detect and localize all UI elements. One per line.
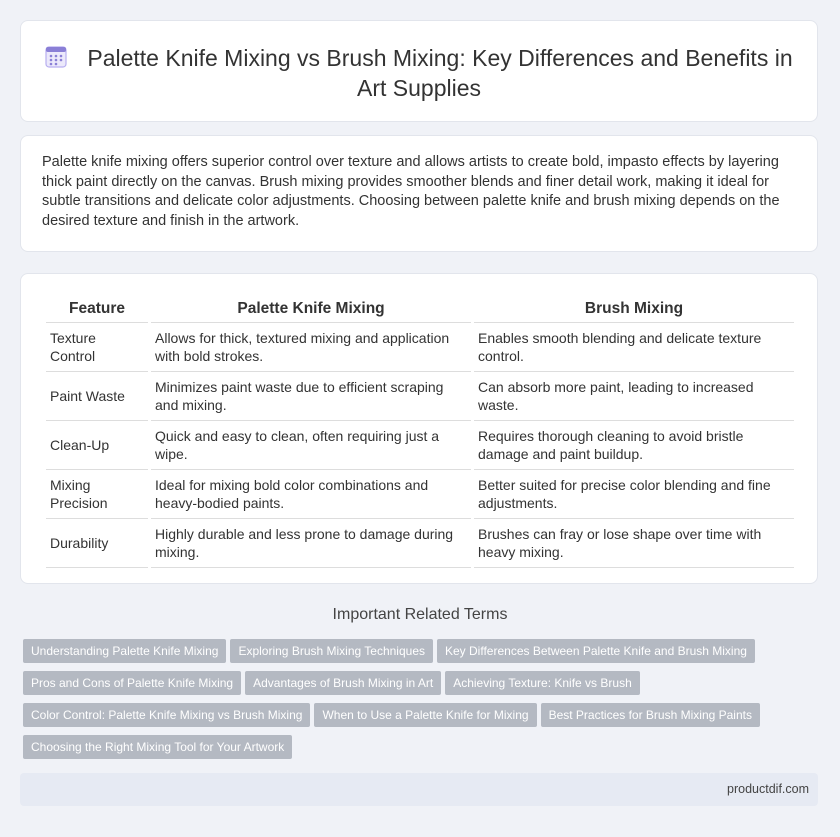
comparison-card	[20, 273, 818, 584]
table-header-row	[46, 292, 794, 323]
feature-cell: Texture Control	[46, 323, 148, 372]
related-term-link[interactable]: Advantages of Brush Mixing in Art	[245, 671, 441, 695]
tag-row	[23, 735, 823, 767]
header-palette-knife: Palette Knife Mixing	[151, 292, 471, 323]
feature-cell: Clean-Up	[46, 421, 148, 470]
brush-cell: Requires thorough cleaning to avoid bristle damage and paint buildup.	[474, 421, 794, 470]
brush-cell: Better suited for precise color blending and fine adjustments.	[474, 470, 794, 519]
related-terms-list	[23, 639, 823, 767]
table-row	[46, 372, 794, 421]
intro-text: Palette knife mixing offers superior control over texture and allows artists to create bold, impasto effects by layering thick paint directly on the canvas. Brush mixing provides smoother blends and finer detail work, making it ideal for subtle transitions and delicate color adjustments. Choosing between palette knife and brush mixing depends on the desired texture and finish in the artwork.	[42, 154, 780, 229]
related-term-link[interactable]: When to Use a Palette Knife for Mixing	[314, 703, 536, 727]
related-terms-title: Important Related Terms	[332, 606, 508, 623]
related-term-link[interactable]: Exploring Brush Mixing Techniques	[230, 639, 433, 663]
palette-knife-cell: Highly durable and less prone to damage during mixing.	[151, 519, 471, 568]
palette-knife-cell: Allows for thick, textured mixing and application with bold strokes.	[151, 323, 471, 372]
intro-card	[20, 135, 818, 252]
page-title: Palette Knife Mixing vs Brush Mixing: Key Differences and Benefits in Art Supplies	[87, 45, 793, 101]
related-term-link[interactable]: Choosing the Right Mixing Tool for Your Artwork	[23, 735, 292, 759]
title-wrap	[21, 43, 817, 103]
table-row	[46, 519, 794, 568]
footer	[20, 773, 818, 806]
table-row	[46, 323, 794, 372]
table-row	[46, 421, 794, 470]
header-card	[20, 20, 818, 122]
palette-knife-cell: Minimizes paint waste due to efficient scraping and mixing.	[151, 372, 471, 421]
palette-knife-cell: Quick and easy to clean, often requiring just a wipe.	[151, 421, 471, 470]
related-term-link[interactable]: Color Control: Palette Knife Mixing vs Brush Mixing	[23, 703, 310, 727]
footer-site[interactable]: productdif.com	[727, 782, 809, 796]
feature-cell: Paint Waste	[46, 372, 148, 421]
brush-cell: Enables smooth blending and delicate texture control.	[474, 323, 794, 372]
related-term-link[interactable]: Key Differences Between Palette Knife and Brush Mixing	[437, 639, 755, 663]
related-term-link[interactable]: Best Practices for Brush Mixing Paints	[541, 703, 760, 727]
comparison-table	[43, 292, 797, 568]
table-row	[46, 470, 794, 519]
related-term-link[interactable]: Pros and Cons of Palette Knife Mixing	[23, 671, 241, 695]
tag-row	[23, 639, 823, 671]
header-feature: Feature	[46, 292, 148, 323]
tag-row	[23, 671, 823, 703]
brush-cell: Can absorb more paint, leading to increased waste.	[474, 372, 794, 421]
header-brush: Brush Mixing	[474, 292, 794, 323]
brush-cell: Brushes can fray or lose shape over time with heavy mixing.	[474, 519, 794, 568]
feature-cell: Mixing Precision	[46, 470, 148, 519]
related-term-link[interactable]: Achieving Texture: Knife vs Brush	[445, 671, 640, 695]
related-term-link[interactable]: Understanding Palette Knife Mixing	[23, 639, 226, 663]
tag-row	[23, 703, 823, 735]
feature-cell: Durability	[46, 519, 148, 568]
palette-knife-cell: Ideal for mixing bold color combinations and heavy-bodied paints.	[151, 470, 471, 519]
calendar-icon	[45, 44, 67, 68]
